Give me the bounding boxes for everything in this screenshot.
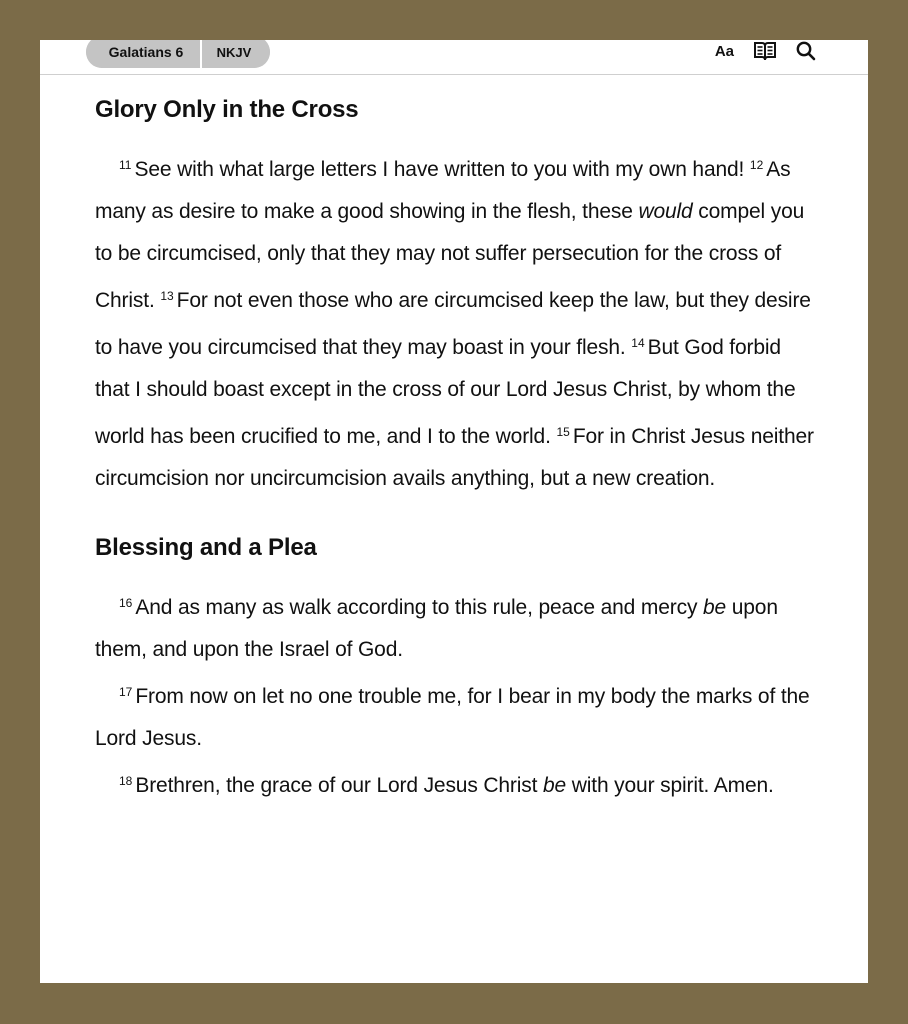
paragraph [95, 671, 815, 760]
section-heading: Glory Only in the Cross [95, 96, 359, 123]
verse-text: But God forbid that I should boast except in the cross of our Lord Jesus Christ, by whom the world has been crucified to me, and I to the world. [95, 336, 796, 448]
verse-number[interactable]: 12 [749, 158, 764, 172]
version-button[interactable]: NKJV [200, 40, 270, 68]
verse-text: with your spirit. Amen. [566, 774, 774, 797]
text-size-icon[interactable]: Aa [714, 42, 734, 60]
verse-text: And as many as walk according to this rule, peace and mercy [135, 596, 703, 619]
verse-number[interactable]: 15 [556, 425, 570, 439]
verse-italic: be [542, 774, 567, 797]
paragraph [95, 760, 815, 807]
reader-page [40, 40, 868, 983]
search-icon[interactable] [796, 41, 816, 61]
verse-text: As many as desire to make a good showing in the flesh, these [95, 158, 791, 223]
verse-number[interactable]: 14 [631, 336, 645, 350]
book-icon[interactable] [754, 41, 776, 61]
verse-number[interactable]: 13 [160, 289, 174, 303]
toolbar [715, 40, 816, 62]
verse-italic: be [702, 596, 727, 619]
verse-italic: would [638, 200, 693, 223]
section-heading: Blessing and a Plea [95, 534, 317, 561]
verse-number[interactable]: 18 [119, 774, 133, 788]
verse-text: upon them, and upon the Israel of God. [95, 596, 778, 661]
verse-text: From now on let no one trouble me, for I bear in my body the marks of the Lord Jesus. [95, 685, 810, 750]
verse-number[interactable]: 17 [119, 685, 133, 699]
verse-text: Brethren, the grace of our Lord Jesus Christ [135, 774, 543, 797]
verse-text: For in Christ Jesus neither circumcision nor uncircumcision avails anything, but a new creation. [95, 425, 814, 490]
verse-number[interactable]: 16 [119, 596, 133, 610]
top-bar [40, 40, 868, 75]
book-chapter-button[interactable]: Galatians 6 [86, 40, 200, 68]
chapter-content [95, 92, 815, 807]
verse-text: For not even those who are circumcised keep the law, but they desire to have you circumcised that they may boast in your flesh. [95, 289, 811, 359]
verse-text: compel you to be circumcised, only that they may not suffer persecution for the cross of Christ. [95, 200, 805, 312]
paragraph [95, 144, 815, 500]
paragraph [95, 582, 815, 671]
verse-number[interactable]: 11 [119, 158, 132, 172]
verse-text: See with what large letters I have written to you with my own hand! [134, 158, 745, 181]
passage-selector [86, 40, 270, 68]
